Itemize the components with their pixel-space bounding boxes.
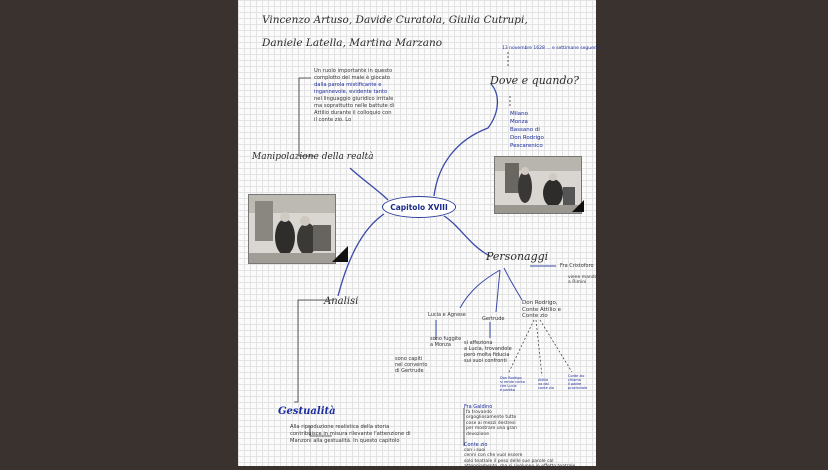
branch-manipolazione: [350, 168, 388, 200]
fra-galdino: Fra Galdino: [464, 404, 493, 410]
place-item: Don Rodrigo: [510, 135, 544, 141]
dove-quando-label: Dove e quando?: [490, 74, 579, 87]
central-topic: Capitolo XVIII: [382, 196, 456, 218]
mind-map-page: [238, 0, 602, 470]
fra-cristoforo-note: viene mandato a Rimini: [568, 275, 602, 285]
lucia-note: sono fuggite a Monza: [430, 336, 462, 348]
manipolazione-label: Manipolazione della realtà: [252, 152, 374, 162]
place-item: Milano: [510, 111, 529, 117]
corner-triangle: [332, 246, 348, 262]
gestualita-note: Alla riproduzione realistica della storia contribuisce in misura rilevante l'attenzione di Manzoni alla gestualità. In questo capitolo: [290, 424, 411, 444]
lucia-note-2: sono capiti nel convento di Gertrude: [395, 356, 428, 374]
gertrude: Gertrude: [482, 316, 505, 322]
places-list: [510, 110, 544, 150]
attilio-sub-note: Attilio va dal conte zio: [538, 378, 554, 390]
rodrigo-attilio-conte: Don Rodrigo, Conte Attilio e Conte zio: [522, 300, 562, 319]
analisi-label: Analisi: [324, 296, 359, 307]
gestualita-label: Gestualità: [278, 406, 336, 417]
lucia-agnese: Lucia e Agnese: [428, 312, 466, 318]
place-item: Monza: [510, 119, 528, 125]
gertrude-note: si affeziona a Lucia, trovandole però molta fiducia sui suoi confronti: [464, 340, 512, 364]
authors-line-1: Vincenzo Artuso, Davide Curatola, Giulia Cutrupi,: [262, 14, 528, 26]
branch-personaggi: [444, 216, 490, 256]
date-note: 13 novembre 1628 ... e settimane seguenti: [502, 46, 600, 51]
fra-galdino-note: fa trovando orgogliosamente tutte cose ai mezzi destresi per mostrare una gran devozione: [466, 410, 517, 437]
place-item: Pescarenico: [510, 143, 543, 149]
fra-cristoforo: Fra Cristoforo: [560, 263, 594, 269]
branch-dove: [434, 84, 497, 196]
personaggi-label: Personaggi: [486, 250, 549, 263]
manipolazione-note: Un ruolo importante in questo complotto del male è giocato dalla parola mistificante e ingannevole, evidente tanto nel linguaggio giuridico irritale ma soprattutto nelle battute di Attilio durante il colloquio con il conte zio. Lo: [314, 68, 395, 123]
corner-triangle: [572, 200, 584, 212]
illustration-gertrude: [494, 156, 582, 214]
authors-line-2: Daniele Latella, Martina Marzano: [262, 37, 443, 49]
conte-zio-sub-note: Conte zio chiama il padre provinciale: [568, 374, 588, 390]
rodrigo-sub-note: Don Rodrigo si rende conto che Lucia è partita: [500, 376, 525, 392]
place-item: Bassano di: [510, 127, 540, 133]
illustration-attilio: [248, 194, 336, 264]
conte-zio-label: Conte zio: [464, 442, 488, 448]
conte-zio-note: con i suoi cenni con che vuol essere solo teatrale il peso delle sue parole col atteggiamento, ma si risolvono in effetto teatrale: [464, 448, 576, 470]
